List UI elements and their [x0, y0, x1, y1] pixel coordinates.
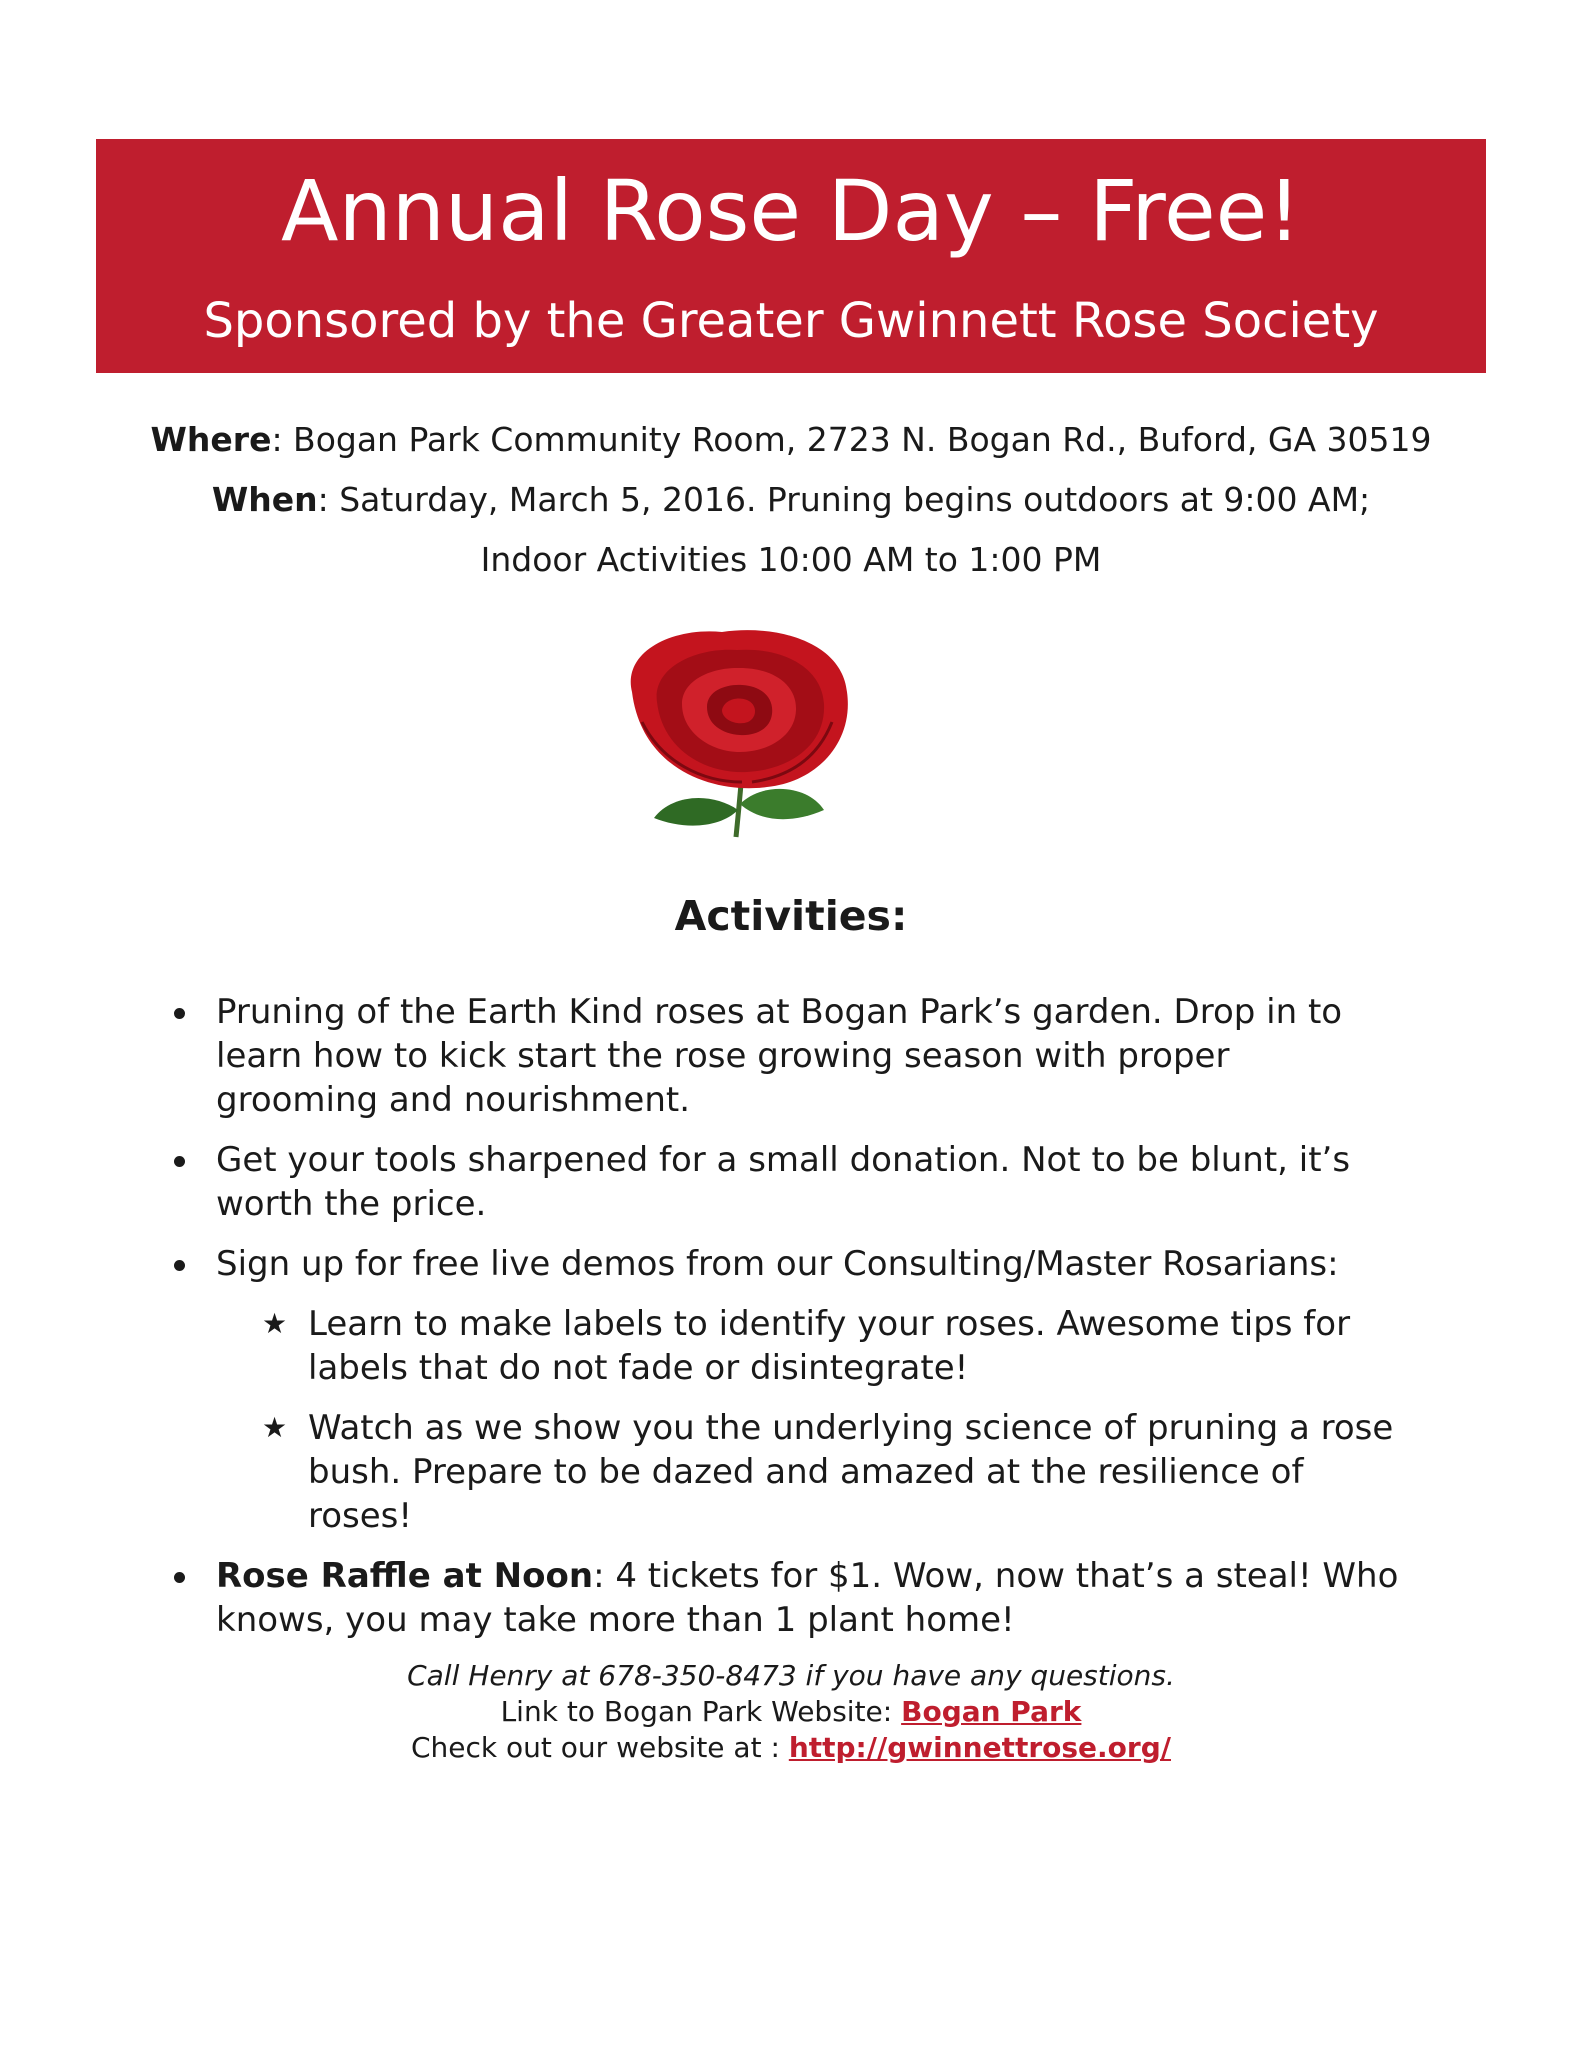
sponsor-subtitle: Sponsored by the Greater Gwinnett Rose Society [203, 293, 1379, 349]
star-icon: ★ [262, 1307, 288, 1340]
raffle-text: : 4 tickets for $1. Wow, now that’s a steal! Who knows, you may take more than 1 plant home! [216, 1556, 1399, 1640]
star-icon: ★ [262, 1411, 288, 1444]
website-prefix: Check out our website at : [410, 1731, 789, 1764]
website-link[interactable]: http://gwinnettrose.org/ [788, 1731, 1171, 1764]
where-value: : Bogan Park Community Room, 2723 N. Bogan Rd., Buford, GA 30519 [271, 420, 1432, 459]
activities-heading: Activities: [674, 892, 908, 940]
list-item: Get your tools sharpened for a small donation. Not to be blunt, it’s worth the price. [170, 1138, 1400, 1226]
bogan-link-line [0, 1694, 1582, 1730]
sub-list-item [170, 1302, 1400, 1390]
when-line [96, 480, 1486, 520]
contact-line [0, 1658, 1582, 1694]
sub-list-item-text: Learn to make labels to identify your roses. Awesome tips for labels that do not fade or disintegrate! [308, 1304, 1351, 1388]
rose-bloom [631, 630, 848, 788]
rose-leaf-right [740, 789, 824, 819]
list-item: Sign up for free live demos from our Consulting/Master Rosarians: [170, 1242, 1400, 1286]
when-value: : Saturday, March 5, 2016. Pruning begins outdoors at 9:00 AM; [317, 480, 1371, 519]
when-label: When [211, 480, 318, 519]
where-line [96, 420, 1486, 460]
contact-text: Call Henry at 678-350-8473 if you have any questions. [407, 1659, 1175, 1692]
title-banner [96, 139, 1486, 373]
rose-image [602, 622, 868, 840]
sub-list-item [170, 1406, 1400, 1538]
list-item-raffle [170, 1554, 1400, 1642]
list-item: Pruning of the Earth Kind roses at Bogan Park’s garden. Drop in to learn how to kick start the rose growing season with proper grooming and nourishment. [170, 990, 1400, 1122]
where-label: Where [150, 420, 272, 459]
website-line [0, 1730, 1582, 1766]
bogan-park-link[interactable]: Bogan Park [901, 1695, 1082, 1728]
bogan-link-prefix: Link to Bogan Park Website: [500, 1695, 902, 1728]
sub-list-item-text: Watch as we show you the underlying science of pruning a rose bush. Prepare to be dazed and amazed at the resilience of roses! [308, 1408, 1394, 1536]
raffle-label: Rose Raffle at Noon [216, 1556, 594, 1596]
page-title: Annual Rose Day – Free! [280, 162, 1302, 260]
rose-leaf-left [654, 798, 738, 826]
when-line-2: Indoor Activities 10:00 AM to 1:00 PM [480, 540, 1102, 579]
activities-list [170, 990, 1400, 1658]
